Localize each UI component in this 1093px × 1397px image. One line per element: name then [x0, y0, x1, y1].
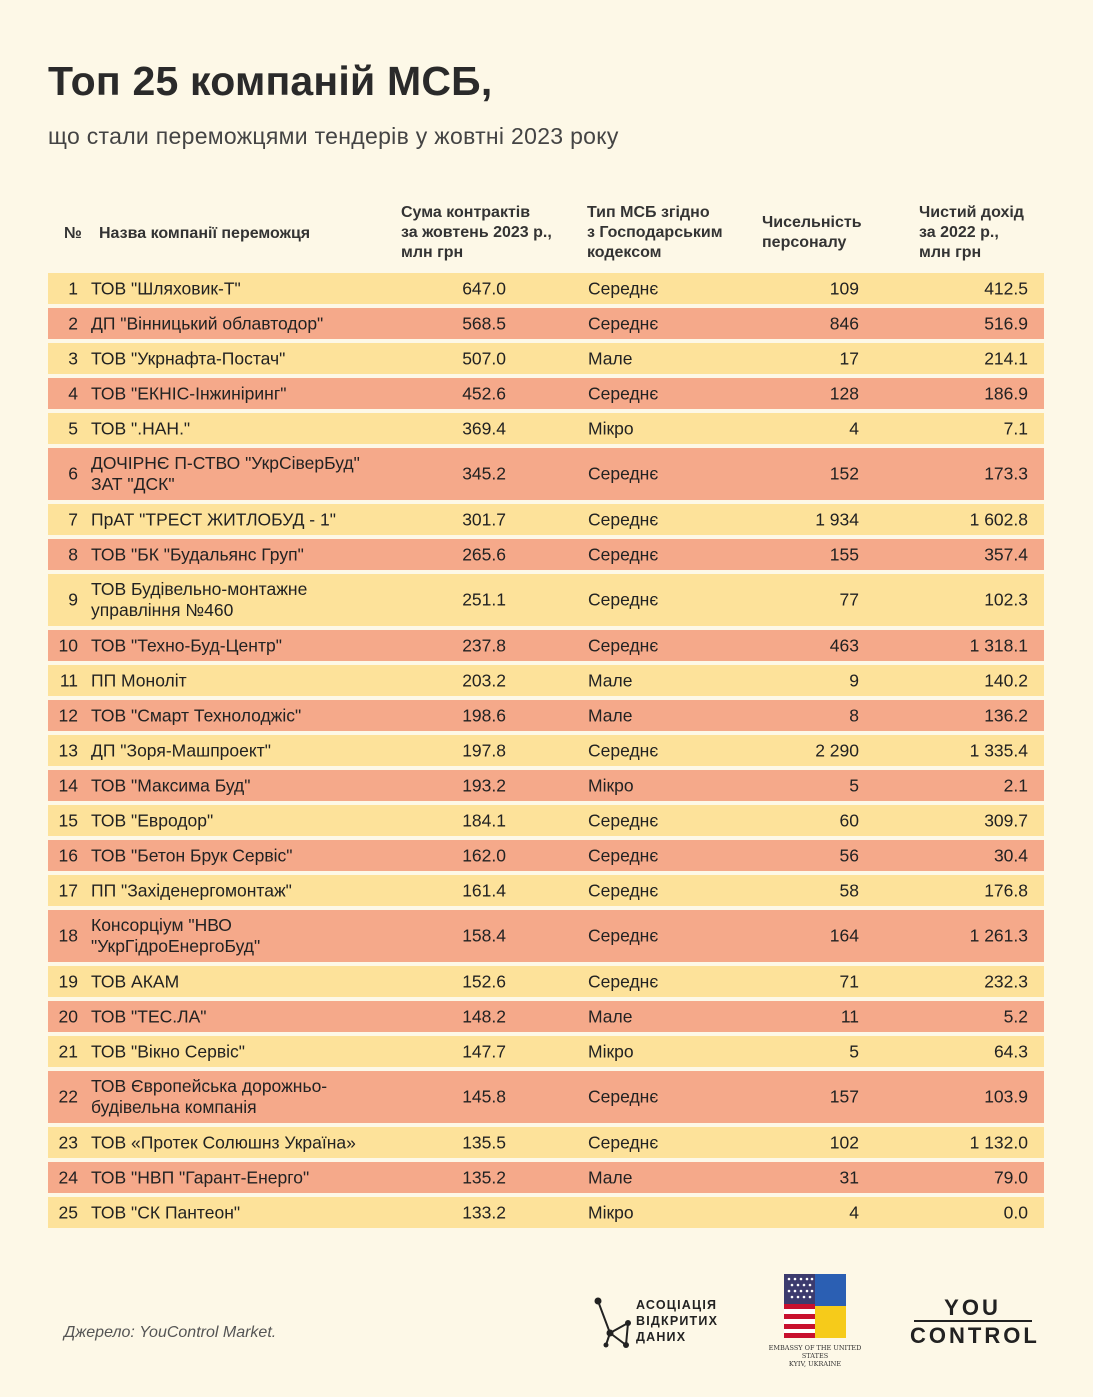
table-row — [48, 574, 1044, 626]
row-company-name-line: ТОВ "Смарт Технолоджіс" — [91, 705, 302, 725]
row-contract-sum: 237.8 — [462, 635, 506, 655]
row-sme-type: Середнє — [588, 313, 659, 333]
row-staff: 463 — [829, 635, 859, 655]
table-row — [48, 665, 1044, 696]
row-sme-type: Середнє — [588, 635, 659, 655]
row-staff: 11 — [840, 1006, 859, 1026]
row-company-name-line: ТОВ ".НАН." — [91, 418, 191, 438]
row-contract-sum: 161.4 — [462, 880, 506, 900]
row-sme-type: Мікро — [588, 1202, 634, 1222]
row-contract-sum: 133.2 — [462, 1202, 506, 1222]
row-staff: 1 934 — [815, 509, 859, 529]
header-sum — [401, 203, 586, 263]
row-num: 13 — [58, 740, 78, 760]
row-company-name — [91, 544, 391, 565]
header-income-line: Чистий дохід — [919, 204, 1024, 221]
row-num: 5 — [68, 418, 78, 438]
row-company-name-line: ТОВ "ТЕС.ЛА" — [91, 1006, 207, 1026]
row-company-name — [91, 383, 391, 404]
row-num: 19 — [58, 971, 78, 991]
row-staff: 56 — [839, 845, 859, 865]
table-body — [48, 273, 1044, 1232]
row-num: 6 — [68, 463, 78, 484]
row-company-name-line: ТОВ "СК Пантеон" — [91, 1202, 241, 1222]
row-company-name-line: ЗАТ "ДСК" — [91, 474, 175, 494]
table-row — [48, 1127, 1044, 1158]
row-sme-type: Середнє — [588, 1086, 659, 1107]
row-sme-type: Середнє — [588, 1132, 659, 1152]
row-num: 9 — [68, 589, 78, 610]
oda-logo — [592, 1293, 722, 1353]
header-staff-line: Чисельність — [762, 214, 862, 231]
header-type-line: з Господарським — [587, 224, 723, 241]
row-staff: 164 — [829, 925, 859, 946]
row-sme-type: Середнє — [588, 463, 659, 484]
row-num: 23 — [58, 1132, 78, 1152]
oda-logo-text — [636, 1297, 718, 1345]
row-company-name — [91, 810, 391, 831]
header-staff-line: персоналу — [762, 234, 847, 251]
row-sme-type: Середнє — [588, 544, 659, 564]
embassy-logo — [760, 1272, 870, 1368]
row-num: 21 — [58, 1041, 78, 1061]
row-company-name-line: будівельна компанія — [91, 1097, 257, 1117]
row-staff: 846 — [829, 313, 859, 333]
row-num: 4 — [68, 383, 78, 403]
us-ukraine-flag-icon — [760, 1272, 870, 1340]
row-num: 25 — [58, 1202, 78, 1222]
table-row — [48, 966, 1044, 997]
row-sme-type: Середнє — [588, 845, 659, 865]
table-row — [48, 875, 1044, 906]
page-subtitle: що стали переможцями тендерів у жовтні 2023 року — [48, 123, 619, 149]
row-net-income: 1 335.4 — [969, 740, 1028, 760]
row-staff: 71 — [839, 971, 859, 991]
row-contract-sum: 135.5 — [462, 1132, 506, 1152]
table-header — [48, 200, 1044, 268]
row-company-name-line: ТОВ "Бетон Брук Сервіс" — [91, 845, 293, 865]
row-num: 3 — [68, 348, 78, 368]
row-num: 8 — [68, 544, 78, 564]
row-contract-sum: 148.2 — [462, 1006, 506, 1026]
row-staff: 4 — [849, 418, 859, 438]
row-company-name-line: ДП "Зоря-Машпроект" — [91, 740, 271, 760]
header-income-line: за 2022 р., — [919, 224, 999, 241]
row-contract-sum: 147.7 — [462, 1041, 506, 1061]
row-num: 22 — [58, 1086, 78, 1107]
row-num: 17 — [58, 880, 78, 900]
row-company-name — [91, 579, 391, 621]
row-company-name — [91, 1076, 391, 1118]
row-net-income: 140.2 — [984, 670, 1028, 690]
row-company-name-line: ДОЧІРНЄ П-СТВО "УкрСіверБуд" — [91, 453, 360, 473]
row-company-name-line: ТОВ "ЕКНІС-Інжиніринг" — [91, 383, 287, 403]
row-contract-sum: 184.1 — [462, 810, 506, 830]
row-company-name — [91, 1041, 391, 1062]
row-contract-sum: 345.2 — [462, 463, 506, 484]
header-income-line: млн грн — [919, 244, 982, 261]
row-company-name-line: ТОВ "Шляховик-Т" — [91, 278, 241, 298]
row-company-name-line: ТОВ «Протек Солюшнз Україна» — [91, 1132, 356, 1152]
embassy-caption — [760, 1344, 870, 1368]
row-contract-sum: 162.0 — [462, 845, 506, 865]
row-net-income: 1 318.1 — [969, 635, 1028, 655]
row-contract-sum: 568.5 — [462, 313, 506, 333]
table-row — [48, 910, 1044, 962]
row-company-name-line: ТОВ "Максима Буд" — [91, 775, 251, 795]
row-sme-type: Середнє — [588, 880, 659, 900]
youcontrol-logo-you: YOU — [944, 1295, 1001, 1320]
row-company-name-line: ДП "Вінницький облавтодор" — [91, 313, 324, 333]
row-contract-sum: 198.6 — [462, 705, 506, 725]
row-staff: 60 — [839, 810, 859, 830]
source-note: Джерело: YouControl Market. — [64, 1324, 277, 1341]
row-net-income: 214.1 — [984, 348, 1028, 368]
row-num: 7 — [68, 509, 78, 529]
row-sme-type: Середнє — [588, 509, 659, 529]
table-row — [48, 539, 1044, 570]
row-company-name — [91, 775, 391, 796]
row-contract-sum: 135.2 — [462, 1167, 506, 1187]
table-row — [48, 1001, 1044, 1032]
row-num: 15 — [58, 810, 78, 830]
row-net-income: 186.9 — [984, 383, 1028, 403]
youcontrol-logo-control: CONTROL — [910, 1323, 1040, 1348]
row-sme-type: Середнє — [588, 971, 659, 991]
row-net-income: 412.5 — [984, 278, 1028, 298]
table-row — [48, 1036, 1044, 1067]
row-company-name — [91, 278, 391, 299]
row-sme-type: Мале — [588, 705, 633, 725]
row-net-income: 7.1 — [1003, 418, 1028, 438]
table-row — [48, 770, 1044, 801]
row-contract-sum: 369.4 — [462, 418, 506, 438]
table-row — [48, 504, 1044, 535]
row-company-name — [91, 740, 391, 761]
row-company-name-line: управління №460 — [91, 600, 234, 620]
header-sum-line: млн грн — [401, 244, 464, 261]
oda-logo-line: ДАНИХ — [636, 1330, 687, 1344]
row-company-name — [91, 453, 391, 495]
row-staff: 77 — [839, 589, 859, 610]
row-num: 2 — [68, 313, 78, 333]
row-company-name — [91, 670, 391, 691]
row-sme-type: Мікро — [588, 775, 634, 795]
row-staff: 4 — [849, 1202, 859, 1222]
row-staff: 102 — [829, 1132, 859, 1152]
row-net-income: 173.3 — [984, 463, 1028, 484]
row-contract-sum: 203.2 — [462, 670, 506, 690]
row-contract-sum: 251.1 — [462, 589, 506, 610]
row-num: 18 — [58, 925, 78, 946]
row-net-income: 1 602.8 — [969, 509, 1028, 529]
row-net-income: 102.3 — [984, 589, 1028, 610]
row-num: 10 — [58, 635, 78, 655]
row-company-name-line: Консорціум "НВО — [91, 915, 232, 935]
table-row — [48, 1197, 1044, 1228]
row-staff: 31 — [839, 1167, 859, 1187]
row-company-name — [91, 418, 391, 439]
row-company-name-line: ПрАТ "ТРЕСТ ЖИТЛОБУД - 1" — [91, 509, 336, 529]
header-num: № — [64, 225, 82, 242]
row-contract-sum: 152.6 — [462, 971, 506, 991]
row-staff: 109 — [829, 278, 859, 298]
table-row — [48, 735, 1044, 766]
row-staff: 2 290 — [815, 740, 859, 760]
row-company-name — [91, 880, 391, 901]
row-num: 11 — [59, 670, 78, 690]
row-net-income: 516.9 — [984, 313, 1028, 333]
row-staff: 152 — [829, 463, 859, 484]
row-sme-type: Середнє — [588, 383, 659, 403]
row-sme-type: Середнє — [588, 740, 659, 760]
row-net-income: 5.2 — [1003, 1006, 1028, 1026]
table-row — [48, 273, 1044, 304]
table-row — [48, 448, 1044, 500]
row-num: 1 — [68, 278, 78, 298]
row-sme-type: Мале — [588, 348, 633, 368]
row-sme-type: Середнє — [588, 589, 659, 610]
table-row — [48, 413, 1044, 444]
table-row — [48, 630, 1044, 661]
row-company-name-line: ТОВ "Вікно Сервіс" — [91, 1041, 245, 1061]
row-contract-sum: 301.7 — [462, 509, 506, 529]
network-icon — [592, 1293, 634, 1349]
row-net-income: 176.8 — [984, 880, 1028, 900]
row-net-income: 0.0 — [1003, 1202, 1028, 1222]
table-row — [48, 378, 1044, 409]
row-net-income: 136.2 — [984, 705, 1028, 725]
row-company-name — [91, 1132, 391, 1153]
row-sme-type: Мікро — [588, 1041, 634, 1061]
row-net-income: 2.1 — [1003, 775, 1028, 795]
table-row — [48, 1162, 1044, 1193]
header-income — [919, 203, 1044, 263]
row-net-income: 64.3 — [993, 1041, 1028, 1061]
row-staff: 157 — [829, 1086, 859, 1107]
row-sme-type: Мікро — [588, 418, 634, 438]
row-sme-type: Мале — [588, 670, 633, 690]
youcontrol-logo — [910, 1295, 1040, 1348]
row-staff: 58 — [839, 880, 859, 900]
row-contract-sum: 265.6 — [462, 544, 506, 564]
row-contract-sum: 507.0 — [462, 348, 506, 368]
row-contract-sum: 145.8 — [462, 1086, 506, 1107]
header-type-line: кодексом — [587, 244, 662, 261]
row-company-name — [91, 971, 391, 992]
row-company-name — [91, 313, 391, 334]
row-company-name-line: ТОВ "Евродор" — [91, 810, 214, 830]
row-company-name-line: ТОВ Будівельно-монтажне — [91, 579, 308, 599]
row-company-name-line: ПП "Західенергомонтаж" — [91, 880, 292, 900]
embassy-caption-line: KYIV, UKRAINE — [788, 1360, 842, 1368]
row-company-name-line: ТОВ "Техно-Буд-Центр" — [91, 635, 282, 655]
header-type-line: Тип МСБ згідно — [587, 204, 710, 221]
row-net-income: 232.3 — [984, 971, 1028, 991]
row-company-name — [91, 915, 391, 957]
row-company-name — [91, 705, 391, 726]
row-company-name-line: ТОВ "НВП "Гарант-Енерго" — [91, 1167, 310, 1187]
row-company-name-line: ПП Моноліт — [91, 670, 187, 690]
row-company-name — [91, 635, 391, 656]
row-num: 16 — [58, 845, 78, 865]
row-net-income: 309.7 — [984, 810, 1028, 830]
row-company-name-line: ТОВ "Укрнафта-Постач" — [91, 348, 286, 368]
table-row — [48, 343, 1044, 374]
row-staff: 155 — [829, 544, 859, 564]
row-staff: 128 — [829, 383, 859, 403]
row-net-income: 103.9 — [984, 1086, 1028, 1107]
row-company-name — [91, 1006, 391, 1027]
page-title: Топ 25 компаній МСБ, — [48, 58, 493, 104]
header-sum-line: Сума контрактів — [401, 204, 531, 221]
row-company-name-line: ТОВ Європейська дорожньо- — [91, 1076, 328, 1096]
row-net-income: 1 261.3 — [969, 925, 1028, 946]
row-num: 24 — [58, 1167, 78, 1187]
row-contract-sum: 647.0 — [462, 278, 506, 298]
header-name: Назва компанії переможця — [99, 225, 311, 242]
row-net-income: 79.0 — [993, 1167, 1028, 1187]
row-staff: 5 — [849, 1041, 859, 1061]
row-net-income: 1 132.0 — [969, 1132, 1028, 1152]
oda-logo-line: ВІДКРИТИХ — [636, 1314, 719, 1328]
row-staff: 9 — [849, 670, 859, 690]
row-company-name — [91, 348, 391, 369]
table-row — [48, 308, 1044, 339]
row-num: 14 — [58, 775, 78, 795]
row-sme-type: Мале — [588, 1167, 633, 1187]
row-net-income: 357.4 — [984, 544, 1028, 564]
row-contract-sum: 158.4 — [462, 925, 506, 946]
row-company-name-line: ТОВ "БК "Будальянс Груп" — [91, 544, 304, 564]
row-contract-sum: 197.8 — [462, 740, 506, 760]
row-sme-type: Середнє — [588, 810, 659, 830]
table-row — [48, 840, 1044, 871]
table-row — [48, 805, 1044, 836]
header-staff — [762, 213, 892, 253]
embassy-caption-line: EMBASSY OF THE UNITED STATES — [768, 1344, 862, 1360]
table-row — [48, 700, 1044, 731]
header-type — [587, 203, 757, 263]
row-num: 12 — [58, 705, 78, 725]
row-staff: 17 — [839, 348, 859, 368]
row-company-name — [91, 509, 391, 530]
table-row — [48, 1071, 1044, 1123]
row-sme-type: Середнє — [588, 925, 659, 946]
row-contract-sum: 193.2 — [462, 775, 506, 795]
row-company-name — [91, 1202, 391, 1223]
row-num: 20 — [58, 1006, 78, 1026]
row-net-income: 30.4 — [993, 845, 1028, 865]
oda-logo-line: АСОЦІАЦІЯ — [636, 1298, 718, 1312]
row-staff: 8 — [849, 705, 859, 725]
row-contract-sum: 452.6 — [462, 383, 506, 403]
row-sme-type: Мале — [588, 1006, 633, 1026]
row-staff: 5 — [849, 775, 859, 795]
row-company-name-line: ТОВ АКАМ — [91, 971, 180, 991]
header-sum-line: за жовтень 2023 р., — [401, 224, 552, 241]
row-company-name — [91, 1167, 391, 1188]
row-company-name-line: "УкрГідроЕнергоБуд" — [91, 936, 261, 956]
row-company-name — [91, 845, 391, 866]
row-sme-type: Середнє — [588, 278, 659, 298]
